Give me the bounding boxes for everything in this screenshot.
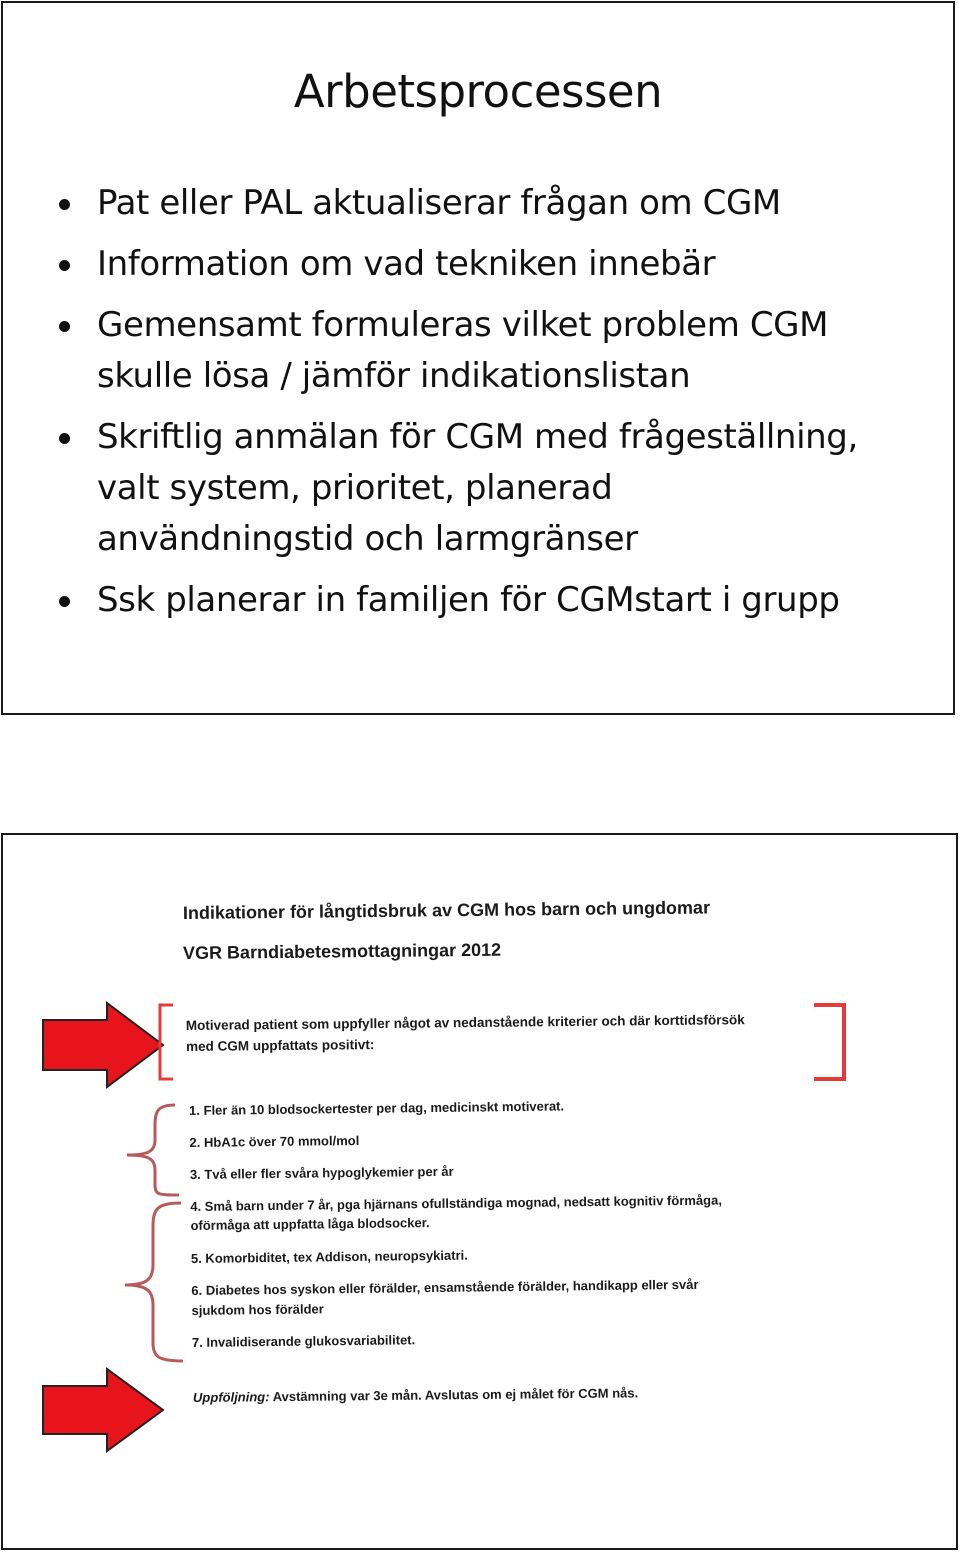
criteria-item: 1. Fler än 10 blodsockertester per dag, medicinskt motiverat. (189, 1098, 565, 1118)
followup-text: Avstämning var 3e mån. Avslutas om ej målet för CGM nås. (269, 1385, 639, 1405)
bullet-item (55, 239, 935, 290)
bullet-item (55, 300, 935, 402)
bullet-icon (59, 199, 70, 210)
criteria-item: 2. HbA1c över 70 mmol/mol (189, 1132, 360, 1150)
criteria-item: 5. Komorbiditet, tex Addison, neuropsykiatri. (190, 1247, 468, 1266)
bullet-text: Pat eller PAL aktualiserar frågan om CGM (97, 183, 781, 223)
bullet-text: valt system, prioritet, planerad (97, 468, 613, 508)
slide-title: Arbetsprocessen (293, 65, 663, 118)
bullet-icon (59, 596, 70, 607)
bullet-list (55, 178, 935, 636)
scanned-document (3, 835, 956, 1548)
followup-label: Uppföljning: (192, 1389, 270, 1405)
slide-indikationer (1, 833, 958, 1550)
slide-arbetsprocessen (1, 1, 955, 715)
criteria-item: oförmåga att uppfatta låga blodsocker. (190, 1215, 430, 1233)
bullet-text: användningstid och larmgränser (97, 519, 638, 559)
annotation-overlay (3, 835, 956, 1548)
left-bracket-icon (160, 1005, 173, 1079)
red-arrow-icon (43, 1003, 163, 1087)
bullet-text: Ssk planerar in familjen för CGMstart i grupp (97, 580, 840, 620)
bullet-text: Information om vad tekniken innebär (97, 244, 716, 284)
criteria-item: sjukdom hos förälder (191, 1301, 324, 1318)
criteria-item: 3. Två eller fler svåra hypoglykemier per år (189, 1163, 454, 1182)
bullet-item (55, 178, 935, 229)
bullet-text: Skriftlig anmälan för CGM med frågeställning, (97, 417, 858, 457)
intro-line: Motiverad patient som uppfyller något av nedanstående kriterier och där korttidsförsök (185, 1012, 745, 1034)
right-bracket-icon (814, 1005, 844, 1079)
criteria-item: 6. Diabetes hos syskon eller förälder, ensamstående förälder, handikapp eller svår (191, 1276, 699, 1298)
bullet-icon (59, 433, 70, 444)
bullet-icon (59, 321, 70, 332)
red-arrow-icon (43, 1369, 163, 1451)
bullet-item (55, 575, 935, 626)
bullet-icon (59, 260, 70, 271)
document-title: Indikationer för långtidsbruk av CGM hos barn och ungdomar (182, 897, 711, 923)
criteria-item: 7. Invalidiserande glukosvariabilitet. (191, 1332, 416, 1350)
bullet-text: skulle lösa / jämför indikationslistan (97, 356, 691, 396)
curly-brace-icon (127, 1105, 179, 1195)
bullet-item (55, 412, 935, 565)
bullet-text: Gemensamt formuleras vilket problem CGM (97, 305, 829, 345)
document-subtitle: VGR Barndiabetesmottagningar 2012 (182, 939, 502, 963)
criteria-item: 4. Små barn under 7 år, pga hjärnans ofullständiga mognad, nedsatt kognitiv förmåga, (190, 1192, 722, 1214)
intro-line: med CGM uppfattats positivt: (186, 1037, 375, 1054)
curly-brace-icon (125, 1203, 183, 1361)
